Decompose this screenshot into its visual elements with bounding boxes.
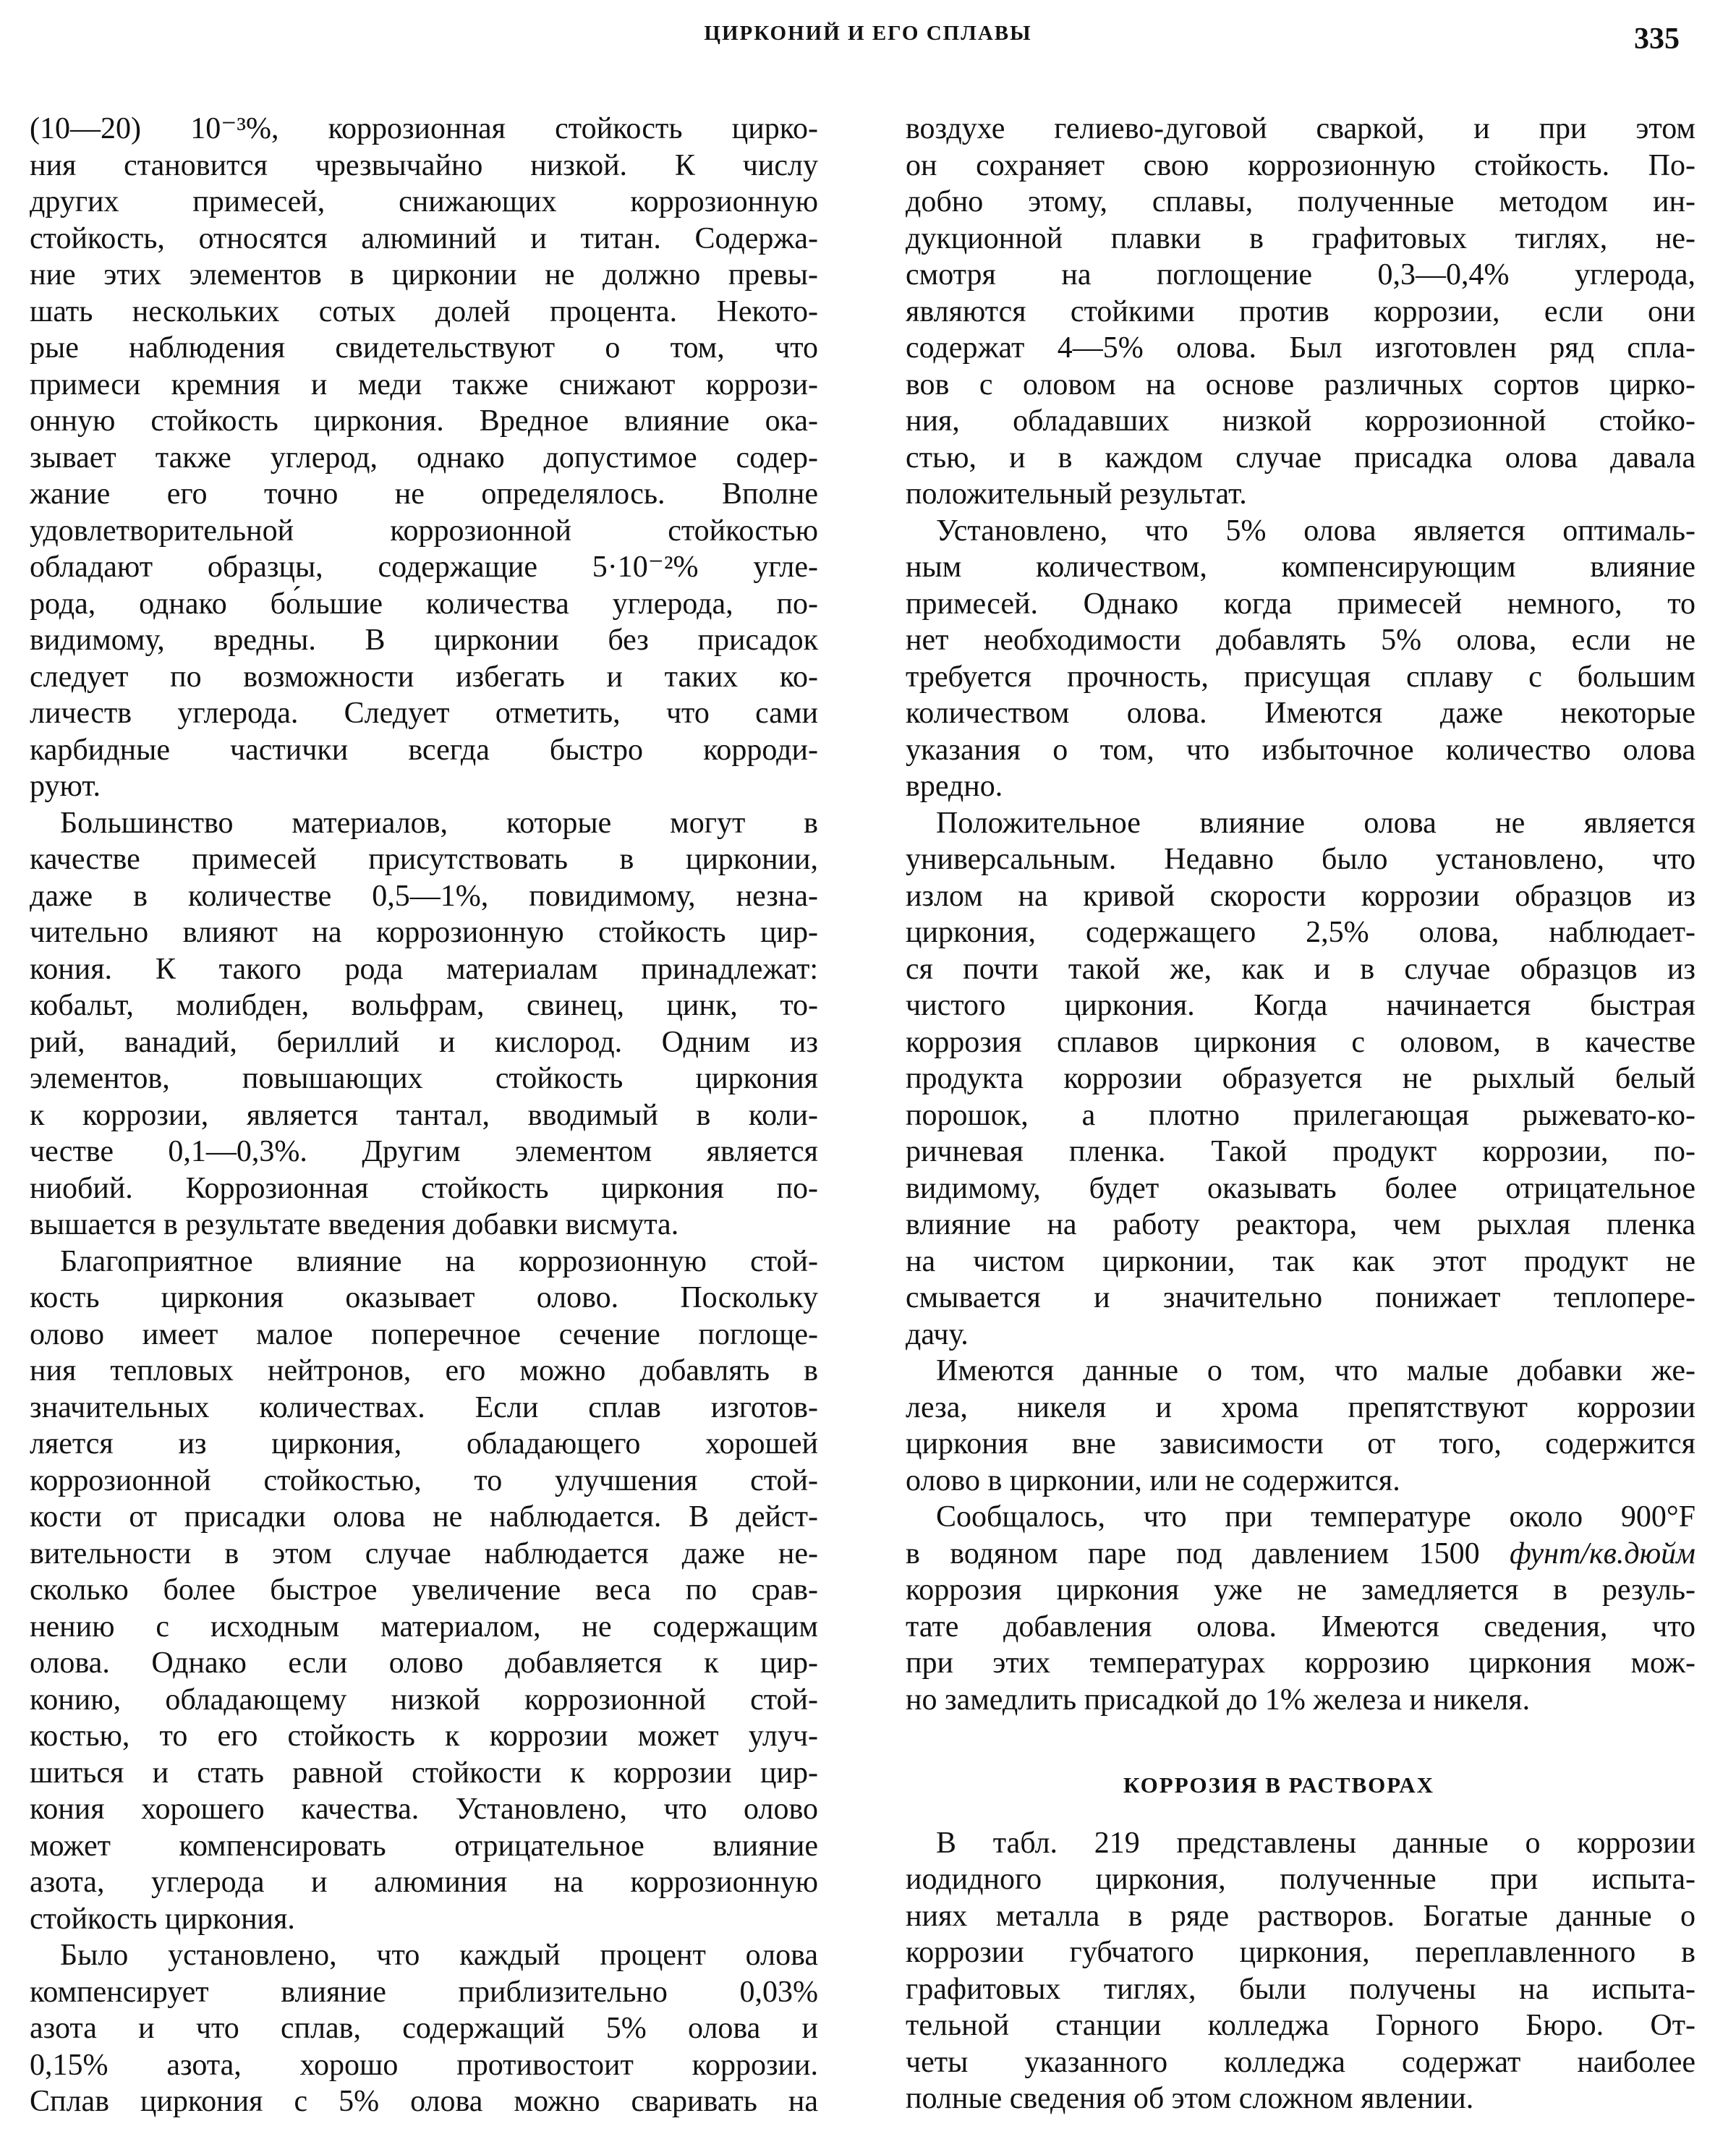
text-line: ниобий. Коррозионная стойкость циркония по- [30,1171,818,1205]
text-line: иодидного циркония, полученные при испыта- [906,1863,1695,1896]
text-line: стью, и в каждом случае присадка олова давала [906,441,1695,475]
text-line: удовлетворительной коррозионной стойкостью [30,514,818,548]
text-line: может компенсировать отрицательное влияние [30,1829,818,1863]
text-line: ричневая пленка. Такой продукт коррозии, по- [906,1135,1695,1168]
text-line: костью, то его стойкость к коррозии может улуч- [30,1719,818,1753]
text-line: добно этому, сплавы, полученные методом ин- [906,185,1695,218]
text-line: требуется прочность, присущая сплаву с большим [906,660,1695,694]
text-line: карбидные частички всегда быстро корроди- [30,733,818,767]
text-line: порошок, а плотно прилегающая рыжевато-ко- [906,1098,1695,1132]
text-line: излом на кривой скорости коррозии образцов из [906,879,1695,913]
text-line: тате добавления олова. Имеются сведения, что [906,1610,1695,1644]
text-line: кония хорошего качества. Установлено, что олово [30,1793,818,1826]
text-line: указания о том, что избыточное количество олова [906,733,1695,767]
text-line: шиться и стать равной стойкости к коррозии цир- [30,1756,818,1790]
text-line: коррозионной стойкостью, то улучшения стой- [30,1463,818,1497]
text-line: олово имеет малое поперечное сечение поглоще- [30,1317,818,1351]
text-line: чительно влияют на коррозионную стойкость цир- [30,916,818,949]
text-line: рые наблюдения свидетельствуют о том, что [30,331,818,365]
text-line: кость циркония оказывает олово. Поскольку [30,1281,818,1314]
text-line: элементов, повышающих стойкость циркония [30,1062,818,1095]
text-line: качестве примесей присутствовать в цирконии, [30,843,818,876]
text-line: продукта коррозии образуется не рыхлый белый [906,1062,1695,1095]
page-number: 335 [1634,22,1680,56]
text-line: Было установлено, что каждый процент олова [60,1939,818,1972]
text-line: Большинство материалов, которые могут в [60,806,818,840]
text-line: чистого циркония. Когда начинается быстрая [906,989,1695,1022]
text-line: В табл. 219 представлены данные о коррозии [936,1826,1695,1860]
text-line: Сплав циркония с 5% олова можно сваривать на [30,2085,818,2118]
text-line: 0,15% азота, хорошо противостоит коррозии. [30,2048,818,2082]
text-line: стойкость, относятся алюминий и титан. Содержа- [30,221,818,255]
text-line: вительности в этом случае наблюдается даже не- [30,1536,818,1570]
text-line: честве 0,1—0,3%. Другим элементом является [30,1135,818,1168]
text-line: шать нескольких сотых долей процента. Некото- [30,294,818,328]
text-line: вов с оловом на основе различных сортов цирко- [906,367,1695,401]
paragraph [906,1499,1695,1718]
section-heading: КОРРОЗИЯ В РАСТВОРАХ [1123,1772,1435,1798]
text-line: значительных количествах. Если сплав изготов- [30,1390,818,1424]
text-line: Установлено, что 5% олова является оптималь- [936,514,1695,548]
text-line: смывается и значительно понижает теплопере- [906,1281,1695,1314]
text-line: на чистом цирконии, так как этот продукт не [906,1244,1695,1278]
text-line: видимому, вредны. В цирконии без присадок [30,624,818,657]
text-line: других примесей, снижающих коррозионную [30,185,818,218]
text-line: циркония, содержащего 2,5% олова, наблюдает- [906,916,1695,949]
text-line: вышается в результате введения добавки висмута. [30,1208,679,1241]
text-line: компенсирует влияние приблизительно 0,03% [30,1975,818,2009]
text-line: универсальным. Недавно было установлено, что [906,843,1695,876]
text-line: азота и что сплав, содержащий 5% олова и [30,2012,818,2045]
text-line: леза, никеля и хрома препятствуют коррозии [906,1390,1695,1424]
text-line: ние этих элементов в цирконии не должно превы- [30,258,818,292]
text-line: обладают образцы, содержащие 5·10⁻²% угле- [30,550,818,584]
text-line: Благоприятное влияние на коррозионную стой- [60,1244,818,1278]
text-line: видимому, будет оказывать более отрицательное [906,1171,1695,1205]
text-line: конию, обладающему низкой коррозионной стой- [30,1683,818,1717]
text-line: дукционной плавки в графитовых тиглях, не- [906,221,1695,255]
running-title: ЦИРКОНИЙ И ЕГО СПЛАВЫ [704,22,1032,45]
text-line: кости от присадки олова не наблюдается. В дейст- [30,1500,818,1534]
text-line: стойкость циркония. [30,1902,295,1936]
text-line: ния становится чрезвычайно низкой. К числу [30,148,818,182]
text-line: примеси кремния и меди также снижают коррози- [30,367,818,401]
text-line: зывает также углерод, однако допустимое содер- [30,441,818,475]
text-line: ляется из циркония, обладающего хорошей [30,1427,818,1461]
text-line: кония. К такого рода материалам принадлежат: [30,952,818,986]
paragraph [906,111,1695,513]
text-line: кобальт, молибден, вольфрам, свинец, цинк, то- [30,989,818,1022]
text-line: циркония вне зависимости от того, содержится [906,1427,1695,1461]
text-line: Имеются данные о том, что малые добавки же- [936,1354,1695,1387]
text-line [906,1536,1695,1573]
text-line: рода, однако бо́льшие количества углерода, по- [30,587,818,621]
text-line: дачу. [906,1317,969,1351]
text-line: количеством олова. Имеются даже некоторые [906,697,1695,730]
text-line: коррозии губчатого циркония, переплавленного в [906,1936,1695,1969]
text-line: он сохраняет свою коррозионную стойкость. По- [906,148,1695,182]
paragraph [30,805,818,1244]
text-line: нет необходимости добавлять 5% олова, если не [906,624,1695,657]
text-line: коррозия сплавов циркония с оловом, в качестве [906,1025,1695,1059]
text-line: четы указанного колледжа содержат наиболее [906,2045,1695,2079]
right-column [906,111,1695,2117]
text-line: ниях металла в ряде растворов. Богатые данные о [906,1899,1695,1933]
text-line: олова. Однако если олово добавляется к цир- [30,1646,818,1680]
text-line: онную стойкость циркония. Вредное влияние ока- [30,404,818,438]
text-line: коррозия циркония уже не замедляется в резуль- [906,1573,1695,1607]
paragraph [30,1937,818,2120]
text-line: смотря на поглощение 0,3—0,4% углерода, [906,258,1695,292]
text-line: вредно. [906,770,1003,803]
text-line: положительный результат. [906,477,1247,511]
text-line: Сообщалось, что при температуре около 900°F [936,1500,1695,1534]
text-line: следует по возможности избегать и таких ко- [30,660,818,694]
paragraph [906,805,1695,1353]
text-line: ния тепловых нейтронов, его можно добавлять в [30,1354,818,1387]
text-line: Положительное влияние олова не является [936,806,1695,840]
text-line: ния, обладавших низкой коррозионной стойко- [906,404,1695,438]
text-line: нению с исходным материалом, не содержащим [30,1610,818,1644]
paragraph [30,111,818,805]
paragraph [906,1353,1695,1499]
text-line: к коррозии, является тантал, вводимый в коли- [30,1098,818,1132]
left-column [30,111,818,2120]
text-line: тельной станции колледжа Горного Бюро. От- [906,2009,1695,2042]
text-line: (10—20) 10⁻³%, коррозионная стойкость цирко- [30,112,818,145]
text-line: жание его точно не определялось. Вполне [30,477,818,511]
text-line: влияние на работу реактора, чем рыхлая пленка [906,1208,1695,1241]
text-line: азота, углерода и алюминия на коррозионную [30,1866,818,1899]
text-line: ным количеством, компенсирующим влияние [906,550,1695,584]
text-line: графитовых тиглях, были получены на испыта- [906,1972,1695,2006]
text-line: но замедлить присадкой до 1% железа и никеля. [906,1683,1531,1717]
text-line: личеств углерода. Следует отметить, что сами [30,697,818,730]
text-line: при этих температурах коррозию циркония мож- [906,1646,1695,1680]
paragraph [906,1825,1695,2117]
text-line: ся почти такой же, как и в случае образцов из [906,952,1695,986]
text-line: сколько более быстрое увеличение веса по срав- [30,1573,818,1607]
text-line: рий, ванадий, бериллий и кислород. Одним из [30,1025,818,1059]
text-line: являются стойкими против коррозии, если они [906,294,1695,328]
text-line: руют. [30,770,101,803]
text-line: олово в цирконии, или не содержится. [906,1463,1400,1497]
text-line: содержат 4—5% олова. Был изготовлен ряд спла- [906,331,1695,365]
text-line: полные сведения об этом сложном явлении. [906,2082,1474,2115]
paragraph [30,1244,818,1938]
text-line: примесей. Однако когда примесей немного, то [906,587,1695,621]
paragraph [906,513,1695,805]
text-line: воздухе гелиево-дуговой сваркой, и при этом [906,112,1695,145]
unit-italic: фунт/кв.дюйм [1510,1536,1695,1570]
text-line: даже в количестве 0,5—1%, повидимому, незна- [30,879,818,913]
text-segment: в водяном паре под давлением 1500 [906,1536,1510,1570]
